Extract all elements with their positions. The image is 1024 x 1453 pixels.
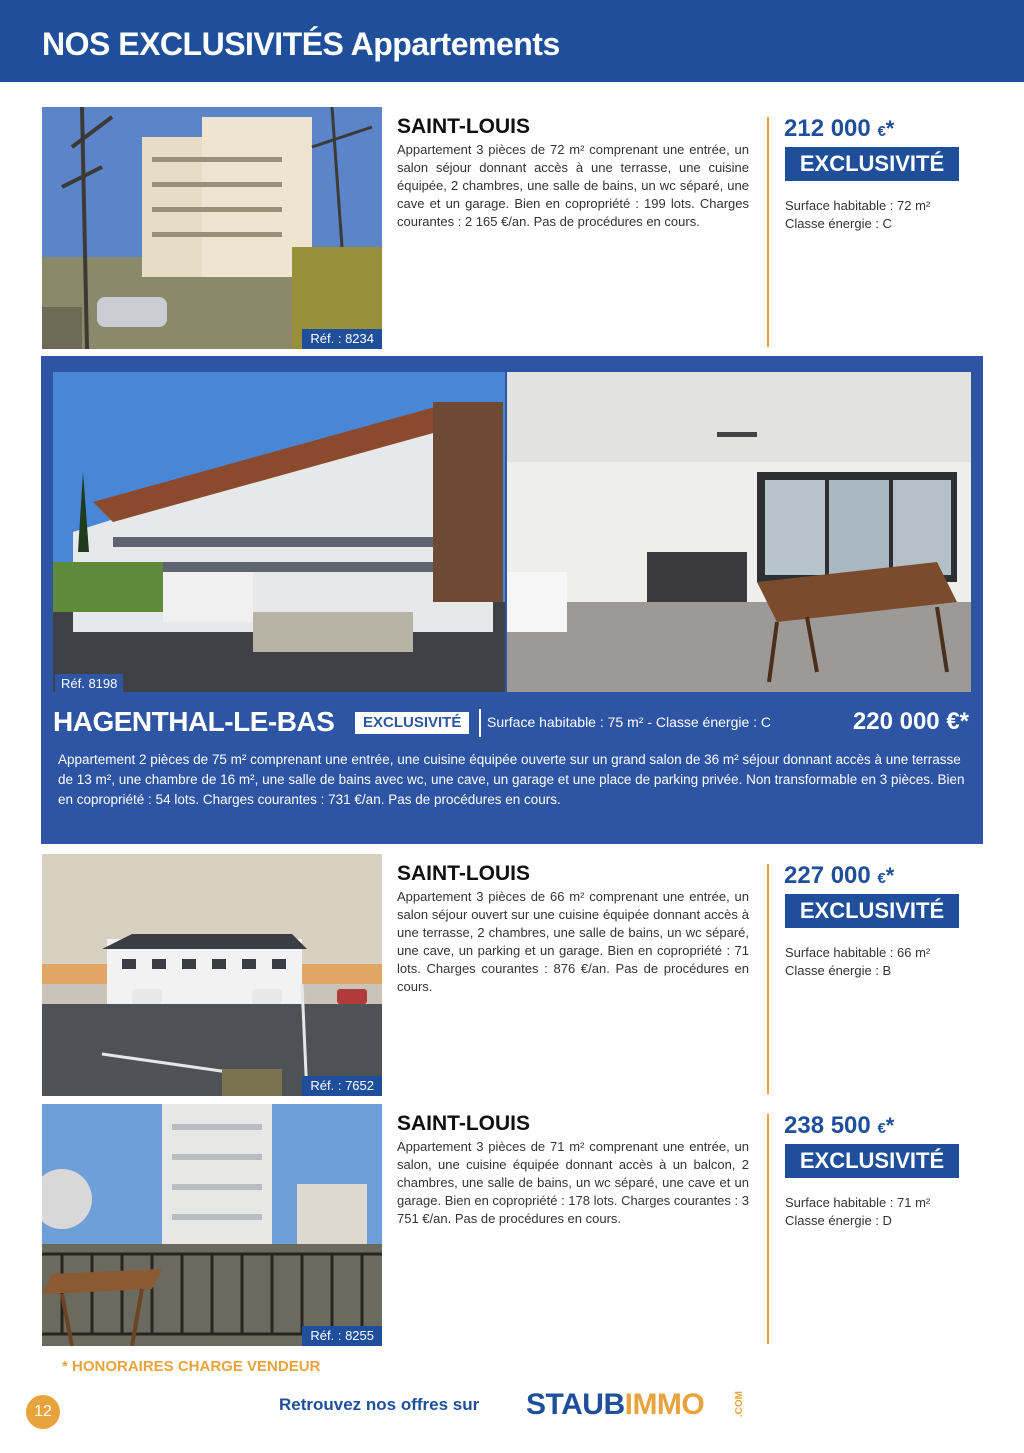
listing-price: 212 000 €* xyxy=(784,115,895,142)
listing-photo[interactable] xyxy=(42,107,382,349)
exclusivity-badge: EXCLUSIVITÉ xyxy=(785,894,959,928)
listing-photo[interactable] xyxy=(42,854,382,1096)
reference-tag: Réf. : 7652 xyxy=(302,1076,382,1096)
listing-description: Appartement 3 pièces de 66 m² comprenant une entrée, un salon séjour ouvert sur une cuisine équipée donnant accès à une terrasse, 2 chambres, une salle de bains, un wc séparé, une cave, un parking et un garage. Bien en copropriété : 71 lots. Charges courantes : 876 €/an. Pas de procédures en cours. xyxy=(397,889,749,994)
footer-cta: Retrouvez nos offres sur xyxy=(279,1395,480,1414)
brand-logo-domain: .COM xyxy=(734,1391,745,1418)
listing-card[interactable] xyxy=(0,1104,1024,1346)
featured-photo-exterior[interactable] xyxy=(53,372,505,692)
reference-tag: Réf. : 8255 xyxy=(302,1326,382,1346)
exclusivity-badge: EXCLUSIVITÉ xyxy=(355,712,469,734)
listing-city: SAINT-LOUIS xyxy=(397,862,531,885)
surface-text: Surface habitable : 66 m² xyxy=(785,945,931,960)
reference-tag: Réf. : 8234 xyxy=(302,329,382,349)
divider xyxy=(767,1114,769,1344)
listing-card[interactable] xyxy=(0,854,1024,1096)
energy-class-text: Classe énergie : C xyxy=(785,216,892,231)
listing-photo[interactable] xyxy=(42,1104,382,1346)
featured-listing[interactable] xyxy=(41,356,983,844)
featured-price: 220 000 €* xyxy=(852,708,969,735)
exclusivity-badge: EXCLUSIVITÉ xyxy=(785,147,959,181)
divider xyxy=(767,117,769,347)
listing-city: SAINT-LOUIS xyxy=(397,1112,531,1135)
listing-description: Appartement 3 pièces de 72 m² comprenant une entrée, un salon séjour donnant accès à une terrasse, une cuisine équipée, 2 chambres, une salle de bains, un wc séparé, une cave et un garage. Bien en copropriété : 199 lots. Charges courantes : 2 165 €/an. Pas de procédures en cours. xyxy=(397,142,749,229)
featured-photo-interior[interactable] xyxy=(507,372,971,692)
listing-price: 227 000 €* xyxy=(784,862,895,889)
page-header xyxy=(0,0,1024,82)
page-title: NOS EXCLUSIVITÉS Appartements xyxy=(42,26,560,62)
energy-class-text: Classe énergie : B xyxy=(785,963,892,978)
listing-card[interactable] xyxy=(0,107,1024,349)
listing-description: Appartement 3 pièces de 71 m² comprenant une entrée, un salon, une cuisine équipée donnant accès à un balcon, 2 chambres, une salle de bains, un wc séparé, une cave et un garage. Bien en copropriété : 178 lots. Charges courantes : 3 751 €/an. Pas de procédures en cours. xyxy=(397,1139,749,1226)
fee-footnote: * HONORAIRES CHARGE VENDEUR xyxy=(62,1358,321,1375)
listing-price: 238 500 €* xyxy=(784,1112,895,1139)
reference-tag: Réf. 8198 xyxy=(55,674,123,693)
surface-text: Surface habitable : 72 m² xyxy=(785,198,931,213)
divider xyxy=(767,864,769,1094)
brand-logo[interactable]: STAUBIMMO xyxy=(526,1388,705,1421)
exclusivity-badge: EXCLUSIVITÉ xyxy=(785,1144,959,1178)
featured-city: HAGENTHAL-LE-BAS xyxy=(53,706,335,737)
surface-text: Surface habitable : 71 m² xyxy=(785,1195,931,1210)
divider xyxy=(479,709,481,737)
listing-city: SAINT-LOUIS xyxy=(397,115,531,138)
featured-specs: Surface habitable : 75 m² - Classe énergie : C xyxy=(487,714,772,730)
page-number: 12 xyxy=(26,1395,60,1429)
featured-description: Appartement 2 pièces de 75 m² comprenant une entrée, une cuisine équipée ouverte sur un grand salon de 36 m² séjour donnant accès à une terrasse de 13 m², une chambre de 16 m², une salle de bains avec wc, une cave, un garage et une place de parking privée. Non transformable en 3 pièces. Bien en copropriété : 54 lots. Charges courantes : 731 €/an. Pas de procédures en cours. xyxy=(58,752,965,807)
energy-class-text: Classe énergie : D xyxy=(785,1213,892,1228)
